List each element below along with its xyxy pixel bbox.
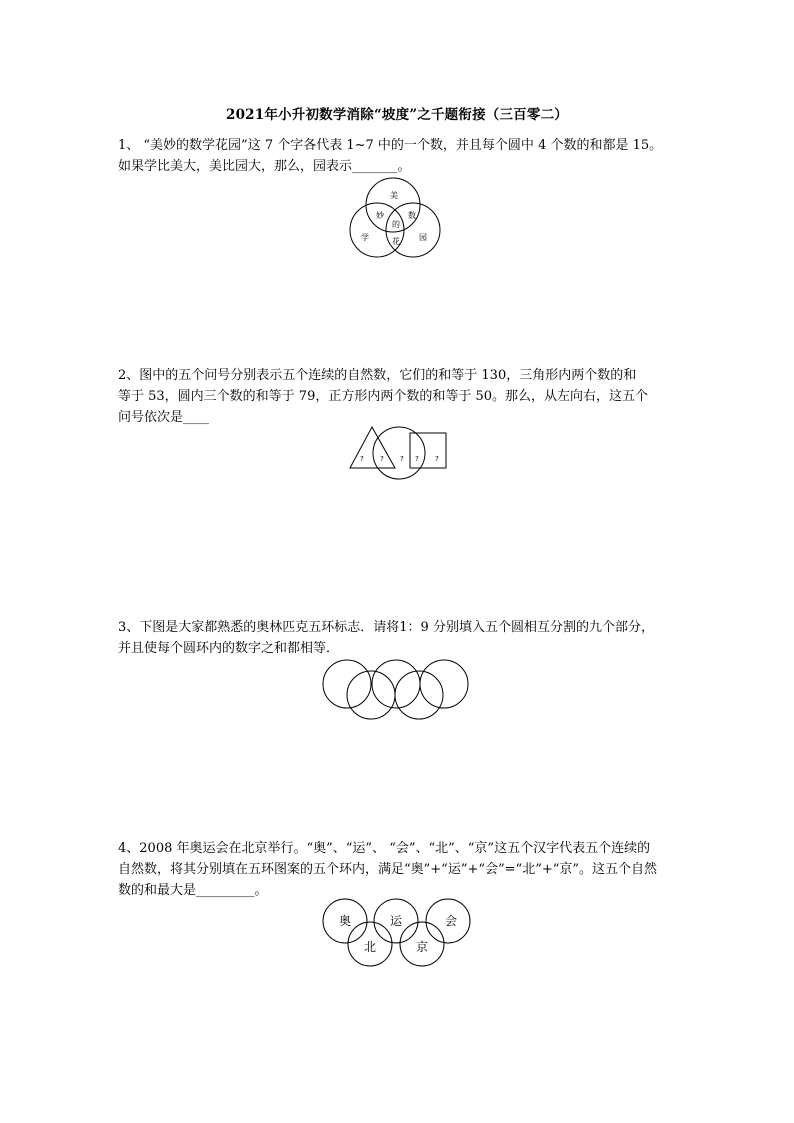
circle	[373, 427, 425, 479]
question-mark-5: ?	[435, 455, 439, 463]
ring-bottom-left	[347, 671, 395, 719]
question-3-line-1: 3、下图是大家都熟悉的奥林匹克五环标志．请将1：9 分别填入五个圆相互分割的九个部分，	[118, 620, 654, 635]
question-1-line-1: 1、 “美妙的数学花园”这 7 个字各代表 1~7 中的一个数，并且每个圆中 4 个数的和都是 15。	[118, 138, 663, 153]
label-ao: 奥	[338, 914, 352, 928]
figure-triangle-circle-square	[345, 424, 450, 482]
question-2-line-2: 等于 53，圆内三个数的和等于 79，正方形内两个数的和等于 50。那么，从左向右，这五个	[118, 389, 649, 404]
figure-three-circles	[340, 176, 450, 264]
label-hua: 花	[392, 237, 400, 246]
question-2	[118, 365, 678, 428]
question-3-line-2: 并且使每个圆环内的数字之和都相等．	[118, 641, 340, 656]
label-yuan: 园	[419, 233, 427, 242]
question-mark-3: ?	[400, 455, 404, 463]
label-mei: 美	[390, 191, 398, 200]
figure-olympic-rings	[320, 655, 472, 723]
figure-olympic-rings-labeled	[320, 896, 475, 968]
label-xue: 学	[361, 233, 369, 242]
question-4-line-3: 数的和最大是_________。	[118, 883, 268, 898]
question-mark-2: ?	[380, 455, 384, 463]
label-shu: 数	[408, 211, 416, 220]
question-3	[118, 617, 678, 659]
question-1-line-2: 如果学比美大，美比园大，那么，园表示_______。	[118, 159, 411, 174]
label-de: 的	[392, 220, 400, 229]
question-4-line-2: 自然数，将其分别填在五环图案的五个环内，满足“奥”+“运”+“会”=“北”+“京”。这五个自然	[118, 862, 658, 877]
label-hui: 会	[444, 914, 458, 928]
label-miao: 妙	[376, 211, 384, 220]
label-bei: 北	[363, 940, 377, 954]
question-mark-4: ?	[415, 455, 419, 463]
label-yun: 运	[389, 914, 403, 928]
label-jing: 京	[415, 940, 429, 954]
document-title: 2021年小升初数学消除“坡度”之千题衔接（三百零二）	[225, 107, 568, 123]
question-2-line-1: 2、图中的五个问号分别表示五个连续的自然数，它们的和等于 130，三角形内两个数的和	[118, 368, 637, 383]
question-2-line-3: 问号依次是____	[118, 410, 210, 425]
question-1	[118, 135, 678, 177]
ring-top-right	[420, 660, 468, 708]
question-4-line-1: 4、2008 年奥运会在北京举行。“奥”、“运”、 “会”、“北”、“京”这五个汉字代表五个连续的	[118, 841, 651, 856]
question-mark-1: ?	[360, 455, 364, 463]
question-4	[118, 838, 678, 901]
triangle	[350, 427, 395, 468]
ring-top-left	[323, 660, 371, 708]
